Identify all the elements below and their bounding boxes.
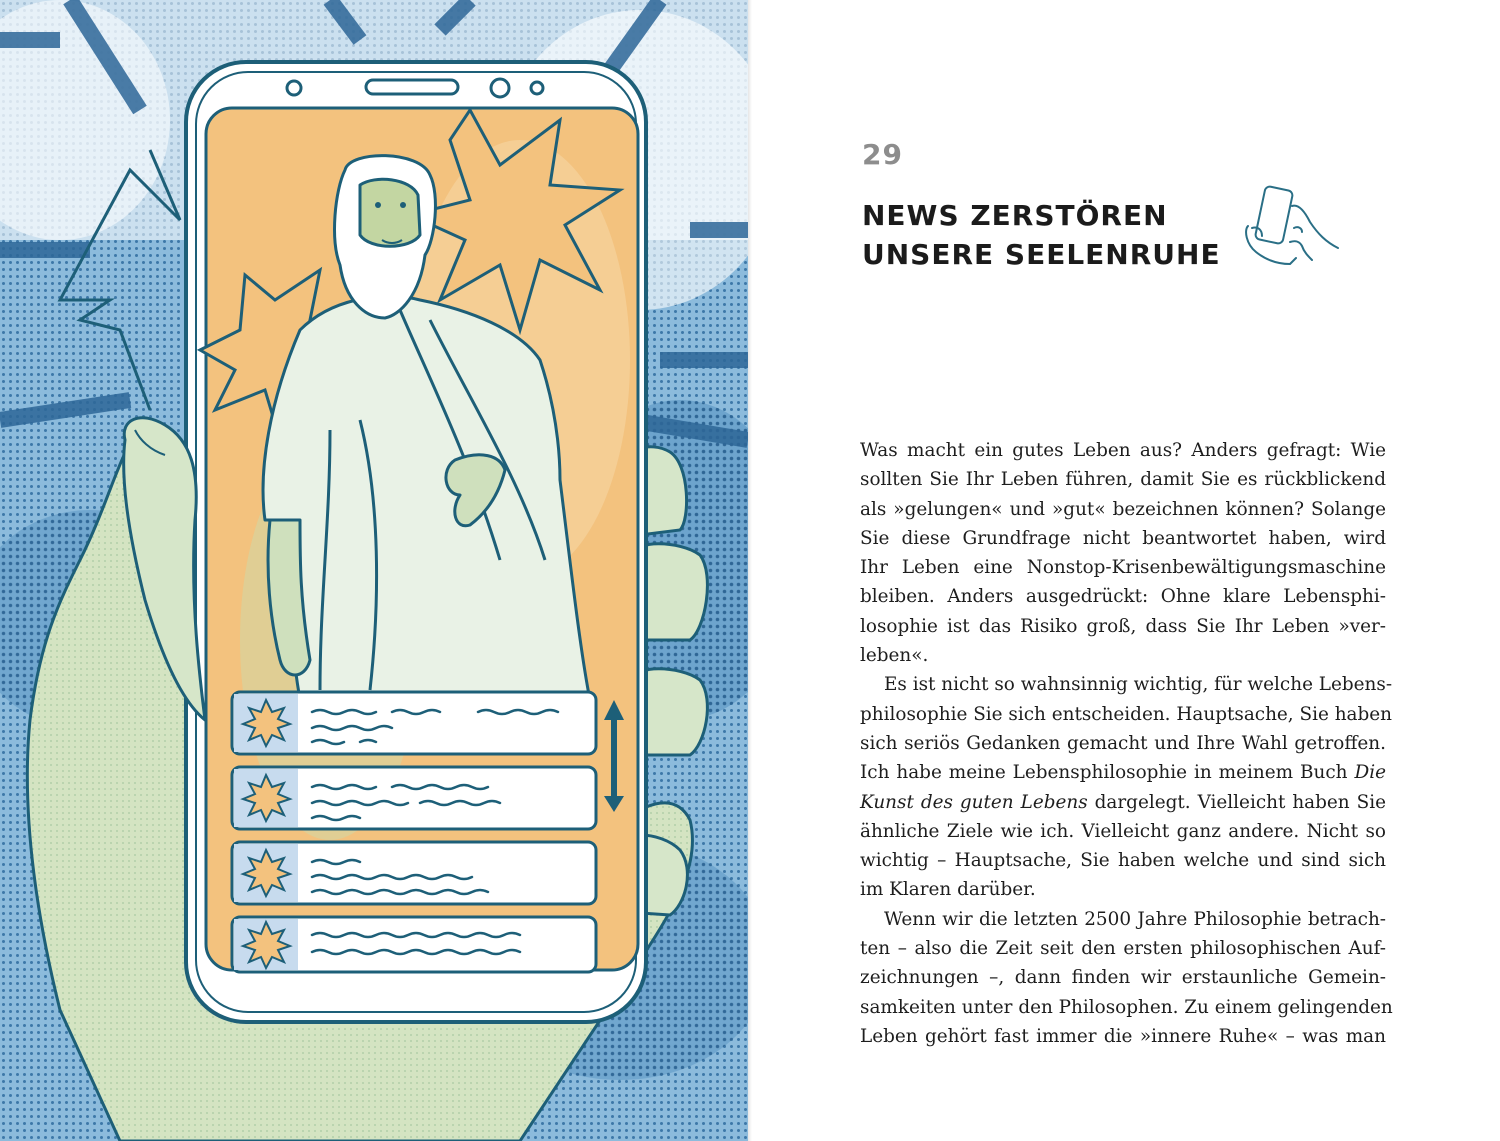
text-line: ähnliche Ziele wie ich. Vielleicht ganz andere. Nicht so bbox=[860, 820, 1386, 842]
text-line: zeichnungen –, dann finden wir erstaunliche Gemein- bbox=[860, 967, 1386, 989]
text-line bbox=[860, 788, 1386, 817]
text-line: Ihr Leben eine Nonstop-Krisenbewältigungsmaschine bbox=[860, 557, 1386, 579]
chapter-title-line: NEWS ZERSTÖREN bbox=[862, 199, 1168, 232]
text-line: Leben gehört fast immer die »innere Ruhe« – was man bbox=[860, 1025, 1386, 1047]
text-fragment: dargelegt. Vielleicht haben Sie bbox=[1094, 791, 1386, 813]
chapter-number: 29 bbox=[862, 138, 903, 171]
text-page bbox=[752, 0, 1500, 1141]
text-line: als »gelungen« und »gut« bezeichnen können? Solange bbox=[860, 498, 1386, 520]
text-line: leben«. bbox=[860, 645, 929, 667]
text-line: samkeiten unter den Philosophen. Zu einem gelingenden bbox=[860, 996, 1393, 1018]
chapter-title-line: UNSERE SEELENRUHE bbox=[862, 238, 1221, 271]
body-text bbox=[860, 436, 1393, 1051]
philosopher-on-smartphone-illustration bbox=[0, 0, 748, 1141]
text-line: losophie ist das Risiko groß, dass Sie Ihr Leben »ver- bbox=[860, 615, 1386, 637]
text-line: wichtig – Hauptsache, Sie haben welche und sind sich bbox=[860, 850, 1386, 872]
chapter-title bbox=[862, 196, 1242, 274]
text-line: Es ist nicht so wahnsinnig wichtig, für welche Lebens- bbox=[884, 674, 1393, 696]
text-line: sich seriös Gedanken gemacht und Ihre Wahl getroffen. bbox=[860, 732, 1386, 754]
text-line: im Klaren darüber. bbox=[860, 879, 1036, 901]
text-line: ten – also die Zeit seit den ersten philosophischen Auf- bbox=[860, 938, 1386, 960]
text-line bbox=[860, 758, 1386, 787]
phone-in-hand-icon bbox=[1238, 182, 1342, 274]
text-line: Was macht ein gutes Leben aus? Anders gefragt: Wie bbox=[860, 440, 1386, 461]
illustration-page bbox=[0, 0, 748, 1141]
text-fragment: Ich habe meine Lebensphilosophie in meinem Buch bbox=[860, 762, 1348, 784]
text-line: Sie diese Grundfrage nicht beantwortet haben, wird bbox=[860, 527, 1386, 549]
book-title-italic: Die bbox=[1354, 762, 1386, 784]
text-line: sollten Sie Ihr Leben führen, damit Sie es rückblickend bbox=[860, 469, 1386, 491]
text-line: Wenn wir die letzten 2500 Jahre Philosophie betrach- bbox=[884, 908, 1386, 930]
text-line: bleiben. Anders ausgedrückt: Ohne klare Lebensphi- bbox=[860, 586, 1386, 608]
book-title-italic: Kunst des guten Lebens bbox=[860, 791, 1088, 813]
text-line: philosophie Sie sich entscheiden. Hauptsache, Sie haben bbox=[860, 703, 1393, 725]
